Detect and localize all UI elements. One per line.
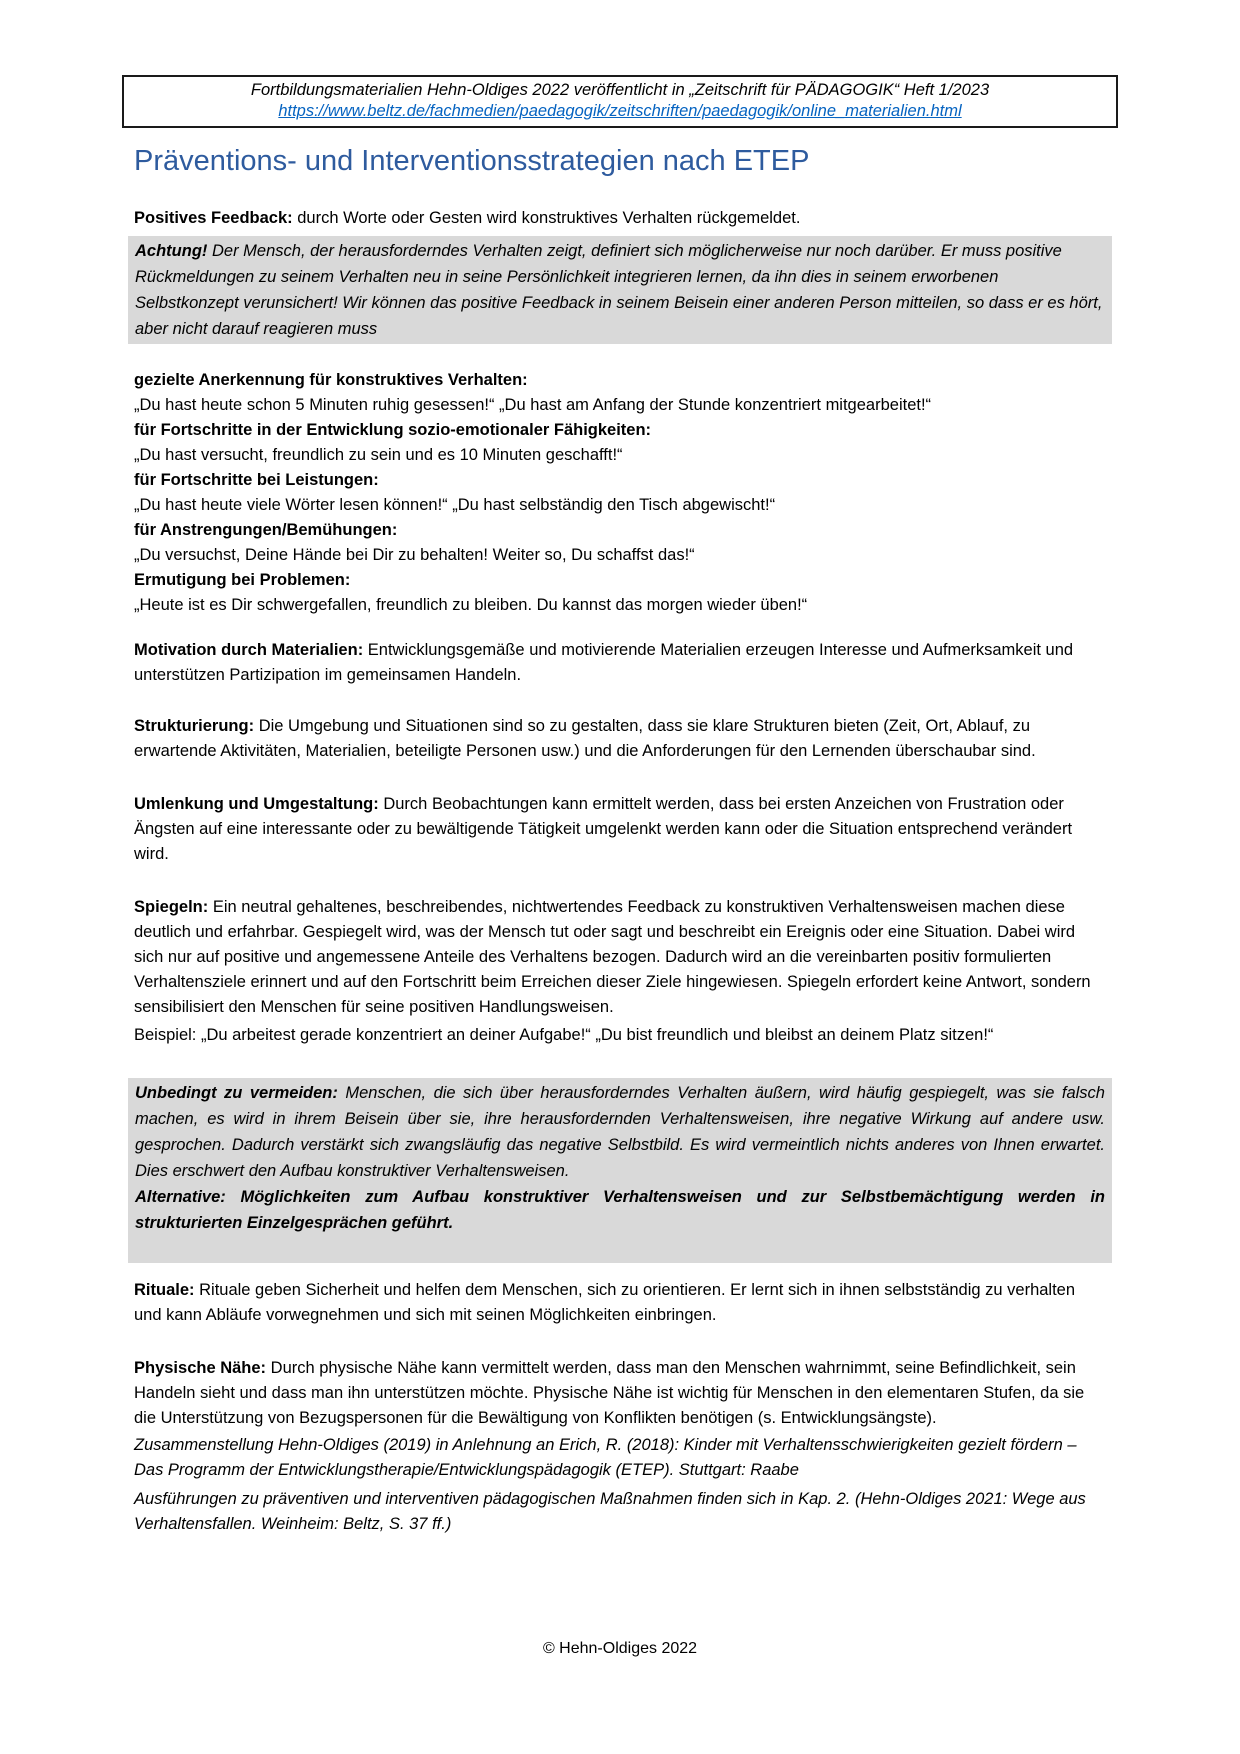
header-link[interactable]: https://www.beltz.de/fachmedien/paedagogik/zeitschriften/paedagogik/online_materialien.html [278, 102, 962, 120]
list-quote: „Du hast heute schon 5 Minuten ruhig gesessen!“ „Du hast am Anfang der Stunde konzentriert mitgearbeitet!“ [134, 396, 932, 414]
paragraph-label: Rituale: [134, 1281, 195, 1299]
paragraph-label: Strukturierung: [134, 717, 255, 735]
paragraph-text: Die Umgebung und Situationen sind so zu gestalten, dass sie klare Strukturen bieten (Zeit, Ort, Ablauf, zu erwartende Aktivitäten, Materialien, beteiligte Personen usw.) und die Anforderungen für den Lernenden überschaubar sind. [134, 717, 1036, 760]
paragraph-strukturierung [134, 714, 1106, 764]
paragraph-umlenkung [134, 792, 1106, 867]
list-quote: „Heute ist es Dir schwergefallen, freundlich zu bleiben. Du kannst das morgen wieder üben!“ [134, 596, 808, 614]
paragraph-text: Möglichkeiten zum Aufbau konstruktiver Verhaltensweisen und zur Selbstbemächtigung werden in strukturierten Einzelgesprächen geführt. [135, 1188, 1105, 1232]
list-quote: „Du hast versucht, freundlich zu sein und es 10 Minuten geschafft!“ [134, 446, 623, 464]
paragraph-spiegeln [134, 895, 1106, 1020]
paragraph-text: Durch physische Nähe kann vermittelt werden, dass man den Menschen wahrnimmt, seine Befindlichkeit, sein Handeln sieht und dass man ihn unterstützen möchte. Physische Nähe ist wichtig für Menschen in den elementaren Stufen, da sie die Unterstützung von Bezugspersonen für die Bewältigung von Konflikten benötigen (s. Entwicklungsängste). [134, 1359, 1085, 1427]
page-title: Präventions- und Interventionsstrategien nach ETEP [134, 145, 810, 177]
header-box [122, 75, 1118, 128]
paragraph-label: Alternative: [135, 1188, 226, 1206]
paragraph-label: Umlenkung und Umgestaltung: [134, 795, 379, 813]
list-quote: „Du versuchst, Deine Hände bei Dir zu behalten! Weiter so, Du schaffst das!“ [134, 546, 695, 564]
highlight-paragraph [135, 1080, 1105, 1184]
paragraph-spiegeln-beispiel: Beispiel: „Du arbeitest gerade konzentriert an deiner Aufgabe!“ „Du bist freundlich und bleibst an deinem Platz sitzen!“ [134, 1026, 994, 1044]
highlight-box-vermeiden [128, 1078, 1112, 1263]
paragraph-text: Rituale geben Sicherheit und helfen dem Menschen, sich zu orientieren. Er lernt sich in ihnen selbstständig zu verhalten und kann Abläufe vorwegnehmen und sich mit seinen Möglichkeiten einbringen. [134, 1281, 1076, 1324]
paragraph-text: Entwicklungsgemäße und motivierende Materialien erzeugen Interesse und Aufmerksamkeit und unterstützen Partizipation im gemeinsamen Handeln. [134, 641, 1074, 684]
paragraph-text: Durch Beobachtungen kann ermittelt werden, dass bei ersten Anzeichen von Frustration oder Ängsten auf eine interessante oder zu bewältigende Tätigkeit umgelenkt werden kann oder die Situation entsprechend verändert wird. [134, 795, 1073, 863]
highlight-paragraph [135, 238, 1105, 342]
list-heading: für Fortschritte bei Leistungen: [134, 471, 379, 489]
paragraph-text: Der Mensch, der herausforderndes Verhalten zeigt, definiert sich möglicherweise nur noch darüber. Er muss positive Rückmeldungen zu seinem Verhalten neu in seine Persönlichkeit integrieren lernen, da ihn dies in seinem erworbenen Selbstkonzept verunsichert! Wir können das positive Feedback in seinem Beisein einer anderen Person mitteilen, so dass er es hört, aber nicht darauf reagieren muss [135, 242, 1103, 338]
paragraph-label: Positives Feedback: [134, 209, 293, 227]
list-heading: gezielte Anerkennung für konstruktives Verhalten: [134, 371, 528, 389]
paragraph-rituale [134, 1278, 1106, 1328]
header-source-line: Fortbildungsmaterialien Hehn-Oldiges 2022 veröffentlicht in „Zeitschrift für PÄDAGOGIK“ Heft 1/2023 [250, 81, 990, 99]
highlight-box-achtung [128, 236, 1112, 344]
paragraph-label: Spiegeln: [134, 898, 209, 916]
list-quote: „Du hast heute viele Wörter lesen können!“ „Du hast selbständig den Tisch abgewischt!“ [134, 496, 776, 514]
acknowledgement-list [134, 368, 1106, 618]
reference-block [134, 1433, 1106, 1537]
paragraph-physische-naehe [134, 1356, 1106, 1431]
list-heading: Ermutigung bei Problemen: [134, 571, 351, 589]
paragraph-label: Physische Nähe: [134, 1359, 267, 1377]
paragraph-motivation [134, 638, 1106, 688]
paragraph-text: Menschen, die sich über herausforderndes Verhalten äußern, wird häufig gespiegelt, was sie falsch machen, es wird in ihrem Beisein über sie, ihre herausfordernden Verhaltensweisen, ihre negative Wirkung auf andere usw. gesprochen. Dadurch verstärkt sich zwangsläufig das negative Selbstbild. Es wird vermeintlich nichts anderes von Ihnen erwartet. Dies erschwert den Aufbau konstruktiver Verhaltensweisen. [135, 1084, 1105, 1180]
list-heading: für Fortschritte in der Entwicklung sozio-emotionaler Fähigkeiten: [134, 421, 652, 439]
paragraph-label: Motivation durch Materialien: [134, 641, 364, 659]
highlight-paragraph-alternative [135, 1184, 1105, 1236]
paragraph-positives-feedback [134, 206, 1106, 231]
paragraph-label: Achtung! [135, 242, 208, 260]
list-heading: für Anstrengungen/Bemühungen: [134, 521, 398, 539]
reference-citation: Zusammenstellung Hehn-Oldiges (2019) in Anlehnung an Erich, R. (2018): Kinder mit Verhaltensschwierigkeiten gezielt fördern – Das Programm der Entwicklungstherapie/Entwicklungspädagogik (ETEP). Stuttgart: Raabe [134, 1436, 1077, 1479]
paragraph-label: Unbedingt zu vermeiden: [135, 1084, 338, 1102]
footer-copyright: © Hehn-Oldiges 2022 [542, 1640, 698, 1657]
paragraph-text: durch Worte oder Gesten wird konstruktives Verhalten rückgemeldet. [297, 209, 801, 227]
reference-note: Ausführungen zu präventiven und interventiven pädagogischen Maßnahmen finden sich in Kap. 2. (Hehn-Oldiges 2021: Wege aus Verhaltensfallen. Weinheim: Beltz, S. 37 ff.) [134, 1490, 1086, 1533]
paragraph-text: Ein neutral gehaltenes, beschreibendes, nichtwertendes Feedback zu konstruktiven Verhaltensweisen machen diese deutlich und erfahrbar. Gespiegelt wird, was der Mensch tut oder sagt und beschreibt ein Ereignis oder eine Situation. Dabei wird sich nur auf positive und angemessene Anteile des Verhaltens bezogen. Dadurch wird an die vereinbarten positiv formulierten Verhaltensziele erinnert und auf den Fortschritt beim Erreichen dieser Ziele hingewiesen. Spiegeln erfordert keine Antwort, sondern sensibilisiert den Menschen für seine positiven Handlungsweisen. [134, 898, 1091, 1016]
